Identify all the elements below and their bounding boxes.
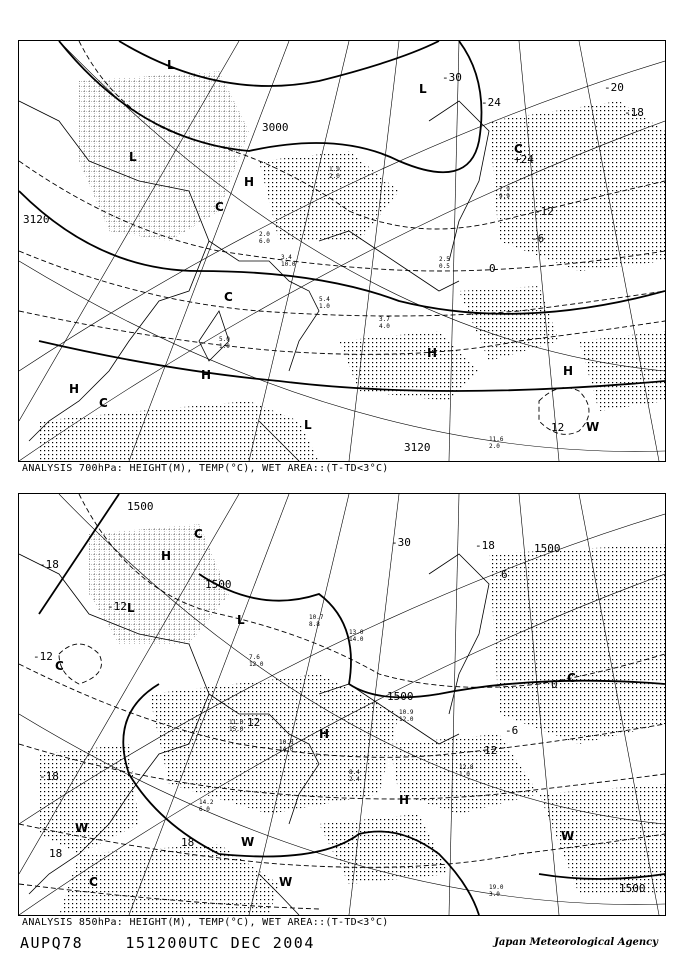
high-symbol: H [201,368,212,382]
svg-text:2.4: 2.4 [349,776,360,783]
svg-text:14.0: 14.0 [279,746,294,753]
svg-text:3.0: 3.0 [489,891,500,898]
chart-identifier [20,934,315,952]
wet-area-shading [39,524,665,915]
contour-label: 12 [551,421,565,434]
svg-text:4.0: 4.0 [379,323,390,330]
high-symbol: H [427,346,438,360]
svg-text:8.4: 8.4 [349,769,360,776]
chart-code: AUPQ78 [20,934,84,952]
map-700hpa-canvas [19,41,665,461]
contour-label: -18 [39,770,59,783]
svg-text:1.9: 1.9 [329,166,340,173]
svg-text:10.7: 10.7 [309,614,324,621]
contour-label: 0 [489,262,496,275]
svg-text:5.0: 5.0 [219,336,230,343]
map-850hpa-canvas [19,494,665,915]
svg-text:1.0: 1.0 [319,303,330,310]
warm-symbol: W [586,420,600,434]
cold-symbol: C [194,527,203,541]
warm-symbol: W [241,835,255,849]
svg-text:7.9: 7.9 [499,186,510,193]
contour-label: 1500 [387,690,414,703]
svg-text:10.0: 10.0 [279,739,294,746]
svg-text:2.5: 2.5 [439,256,450,263]
warm-symbol: W [561,829,575,843]
svg-text:5.4: 5.4 [319,296,330,303]
svg-text:10.9: 10.9 [399,709,414,716]
low-symbol: L [127,601,135,615]
high-symbol: H [563,364,574,378]
low-symbol: L [419,82,427,96]
svg-text:6.0: 6.0 [259,238,270,245]
contour-label: 12 [484,744,498,757]
svg-text:15.0: 15.0 [229,726,244,733]
warm-symbol: W [279,875,293,889]
map-panel-850hpa [18,493,666,916]
svg-text:2.0: 2.0 [329,173,340,180]
contour-label: -30 [442,71,462,84]
svg-text:11.0: 11.0 [229,719,244,726]
contour-label: -18 [624,106,644,119]
contour-label: 3120 [23,213,50,226]
contour-label: 12 [247,716,261,729]
svg-text:0.5: 0.5 [439,263,450,270]
contour-label: -12 [33,650,53,663]
high-symbol: H [244,175,255,189]
warm-symbol: W [75,821,89,835]
contour-label: 6 [501,568,508,581]
low-symbol: L [129,150,137,164]
contour-label: -6 [531,232,545,245]
contour-label: 1500 [205,578,232,591]
svg-text:12.0: 12.0 [399,716,414,723]
svg-text:10.0: 10.0 [281,261,296,268]
svg-text:3.4: 3.4 [281,254,292,261]
contour-label: -18 [475,539,495,552]
contour-label: +24 [514,153,534,166]
contour-label: 1500 [534,542,561,555]
caption-850hpa: ANALYSIS 850hPa: HEIGHT(M), TEMP(°C), WET AREA::(T-TD<3°C) [22,917,389,928]
cold-symbol: C [99,396,108,410]
svg-text:2.0: 2.0 [259,231,270,238]
high-symbol: H [399,793,410,807]
svg-text:12.0: 12.0 [249,661,264,668]
contour-label: -6 [505,724,519,737]
wet-area-shading [39,71,665,461]
map-panel-700hpa [18,40,666,462]
low-symbol: L [167,58,175,72]
caption-700hpa: ANALYSIS 700hPa: HEIGHT(M), TEMP(°C), WET AREA::(T-TD<3°C) [22,463,389,474]
contour-label: -12 [107,600,127,613]
svg-text:8.8: 8.8 [309,621,320,628]
valid-time: 151200UTC DEC 2004 [125,934,315,952]
cold-symbol: C [55,659,64,673]
svg-text:14.0: 14.0 [349,636,364,643]
cold-symbol: C [514,142,523,156]
contour-label: 18 [181,836,195,849]
low-symbol: L [304,418,312,432]
contour-label: -24 [481,96,501,109]
cold-symbol: C [567,671,576,685]
svg-text:6.0: 6.0 [199,806,210,813]
cold-symbol: C [224,290,233,304]
contour-label: -20 [604,81,624,94]
svg-text:1.0: 1.0 [219,343,230,350]
svg-text:2.0: 2.0 [489,443,500,450]
svg-text:3.7: 3.7 [379,316,390,323]
cold-symbol: C [89,875,98,889]
contour-label: 1500 [619,882,646,895]
contour-label: 3000 [262,121,289,134]
high-symbol: H [69,382,80,396]
contour-label: 0 [551,678,558,691]
cold-symbol: C [215,200,224,214]
contour-label: -18 [39,558,59,571]
agency-credit: Japan Meteorological Agency [494,937,658,948]
svg-text:14.2: 14.2 [199,799,214,806]
high-symbol: H [319,727,330,741]
contour-label: 18 [49,847,63,860]
contour-label: 1500 [127,500,154,513]
contour-label: -12 [534,205,554,218]
svg-text:7.6: 7.6 [249,654,260,661]
svg-text:11.6: 11.6 [489,436,504,443]
svg-text:1.0: 1.0 [459,771,470,778]
svg-text:12.8: 12.8 [459,764,474,771]
contour-label: 3120 [404,441,431,454]
low-symbol: L [237,613,245,627]
svg-text:13.0: 13.0 [349,629,364,636]
svg-text:9.9: 9.9 [499,193,510,200]
contour-label: -30 [391,536,411,549]
svg-text:19.0: 19.0 [489,884,504,891]
high-symbol: H [161,549,172,563]
